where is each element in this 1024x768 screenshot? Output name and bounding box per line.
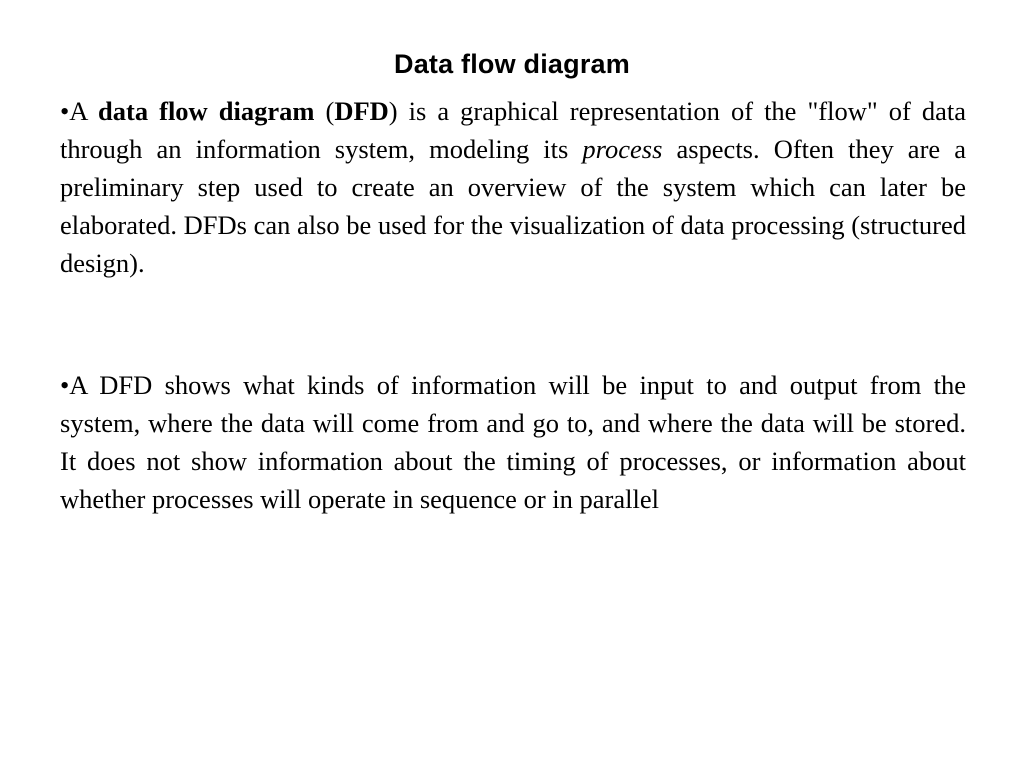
paragraph-block-1 bbox=[60, 92, 966, 282]
paragraph-1-segment-5: ) is a graphical representation of the "flow" of data through an information system, modeling its bbox=[60, 96, 966, 164]
paragraph-2-segment-1: A DFD shows what kinds of information will be input to and output from the system, where the data will come from and go to, and where the data will be stored. It does not show information about the timing of processes, or information about whether processes will operate in sequence or in parallel bbox=[60, 370, 966, 514]
paragraph-block-2 bbox=[60, 366, 966, 518]
page-title: Data flow diagram bbox=[394, 49, 630, 79]
bullet-marker-1: • bbox=[60, 96, 70, 126]
paragraph-1-segment-6: process bbox=[582, 134, 663, 164]
paragraph-1-segment-4: DFD bbox=[334, 96, 389, 126]
paragraph-text-1 bbox=[60, 92, 966, 282]
paragraph-1-segment-7: aspects. Often they are a preliminary step used to create an overview of the system which can later be elaborated. DFDs can also be used for the visualization of data processing (structured design). bbox=[60, 134, 966, 278]
paragraph-1-segment-2: data flow diagram bbox=[98, 96, 315, 126]
bullet-marker-2: • bbox=[60, 370, 70, 400]
paragraph-1-segment-3: ( bbox=[314, 96, 335, 126]
paragraph-1-segment-1: A bbox=[69, 96, 99, 126]
paragraph-text-2 bbox=[60, 366, 966, 518]
